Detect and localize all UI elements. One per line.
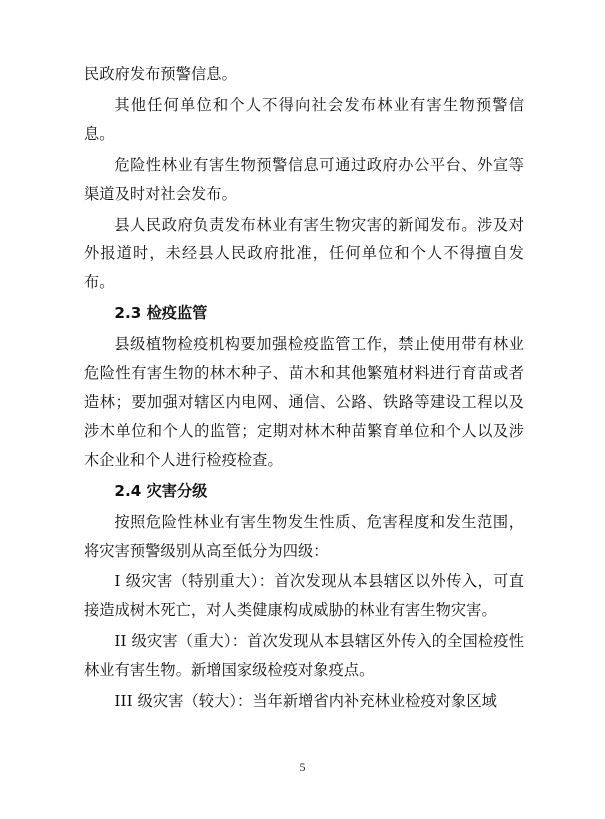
section-heading-quarantine: 2.3 检疫监管	[114, 304, 208, 323]
paragraph-release-channels: 危险性林业有害生物预警信息可通过政府办公平台、外宣等渠道及时对社会发布。	[84, 155, 524, 203]
paragraph-news-release: 县人民政府负责发布林业有害生物灾害的新闻发布。涉及对外报道时，未经县人民政府批准，任何单位和个人不得擅自发布。	[84, 215, 524, 292]
paragraph-level-3: III 级灾害（较大）：当年新增省内补充林业检疫对象区域	[114, 692, 497, 711]
document-body	[84, 60, 524, 718]
paragraph-level-1: I 级灾害（特别重大）：首次发现从本县辖区以外传入，可直接造成树木死亡，对人类健康构成威胁的林业有害生物灾害。	[84, 572, 524, 620]
paragraph-level-2: II 级灾害（重大）：首次发现从本县辖区外传入的全国检疫性林业有害生物。新增国家级检疫对象疫点。	[84, 632, 524, 680]
paragraph-continuation: 民政府发布预警信息。	[84, 65, 237, 83]
section-heading-disaster-levels: 2.4 灾害分级	[114, 481, 208, 500]
paragraph-levels-intro: 按照危险性林业有害生物发生性质、危害程度和发生范围，将灾害预警级别从高至低分为四级：	[84, 512, 524, 560]
page-number: 5	[299, 760, 306, 774]
paragraph-no-other-release: 其他任何单位和个人不得向社会发布林业有害生物预警信息。	[84, 95, 524, 143]
paragraph-quarantine-supervision: 县级植物检疫机构要加强检疫监管工作，禁止使用带有林业危险性有害生物的林木种子、苗木和其他繁殖材料进行育苗或者造林；要加强对辖区内电网、通信、公路、铁路等建设工程以及涉木单位和个人的监管；定期对林木种苗繁育单位和个人以及涉木企业和个人进行检疫检查。	[84, 335, 524, 469]
